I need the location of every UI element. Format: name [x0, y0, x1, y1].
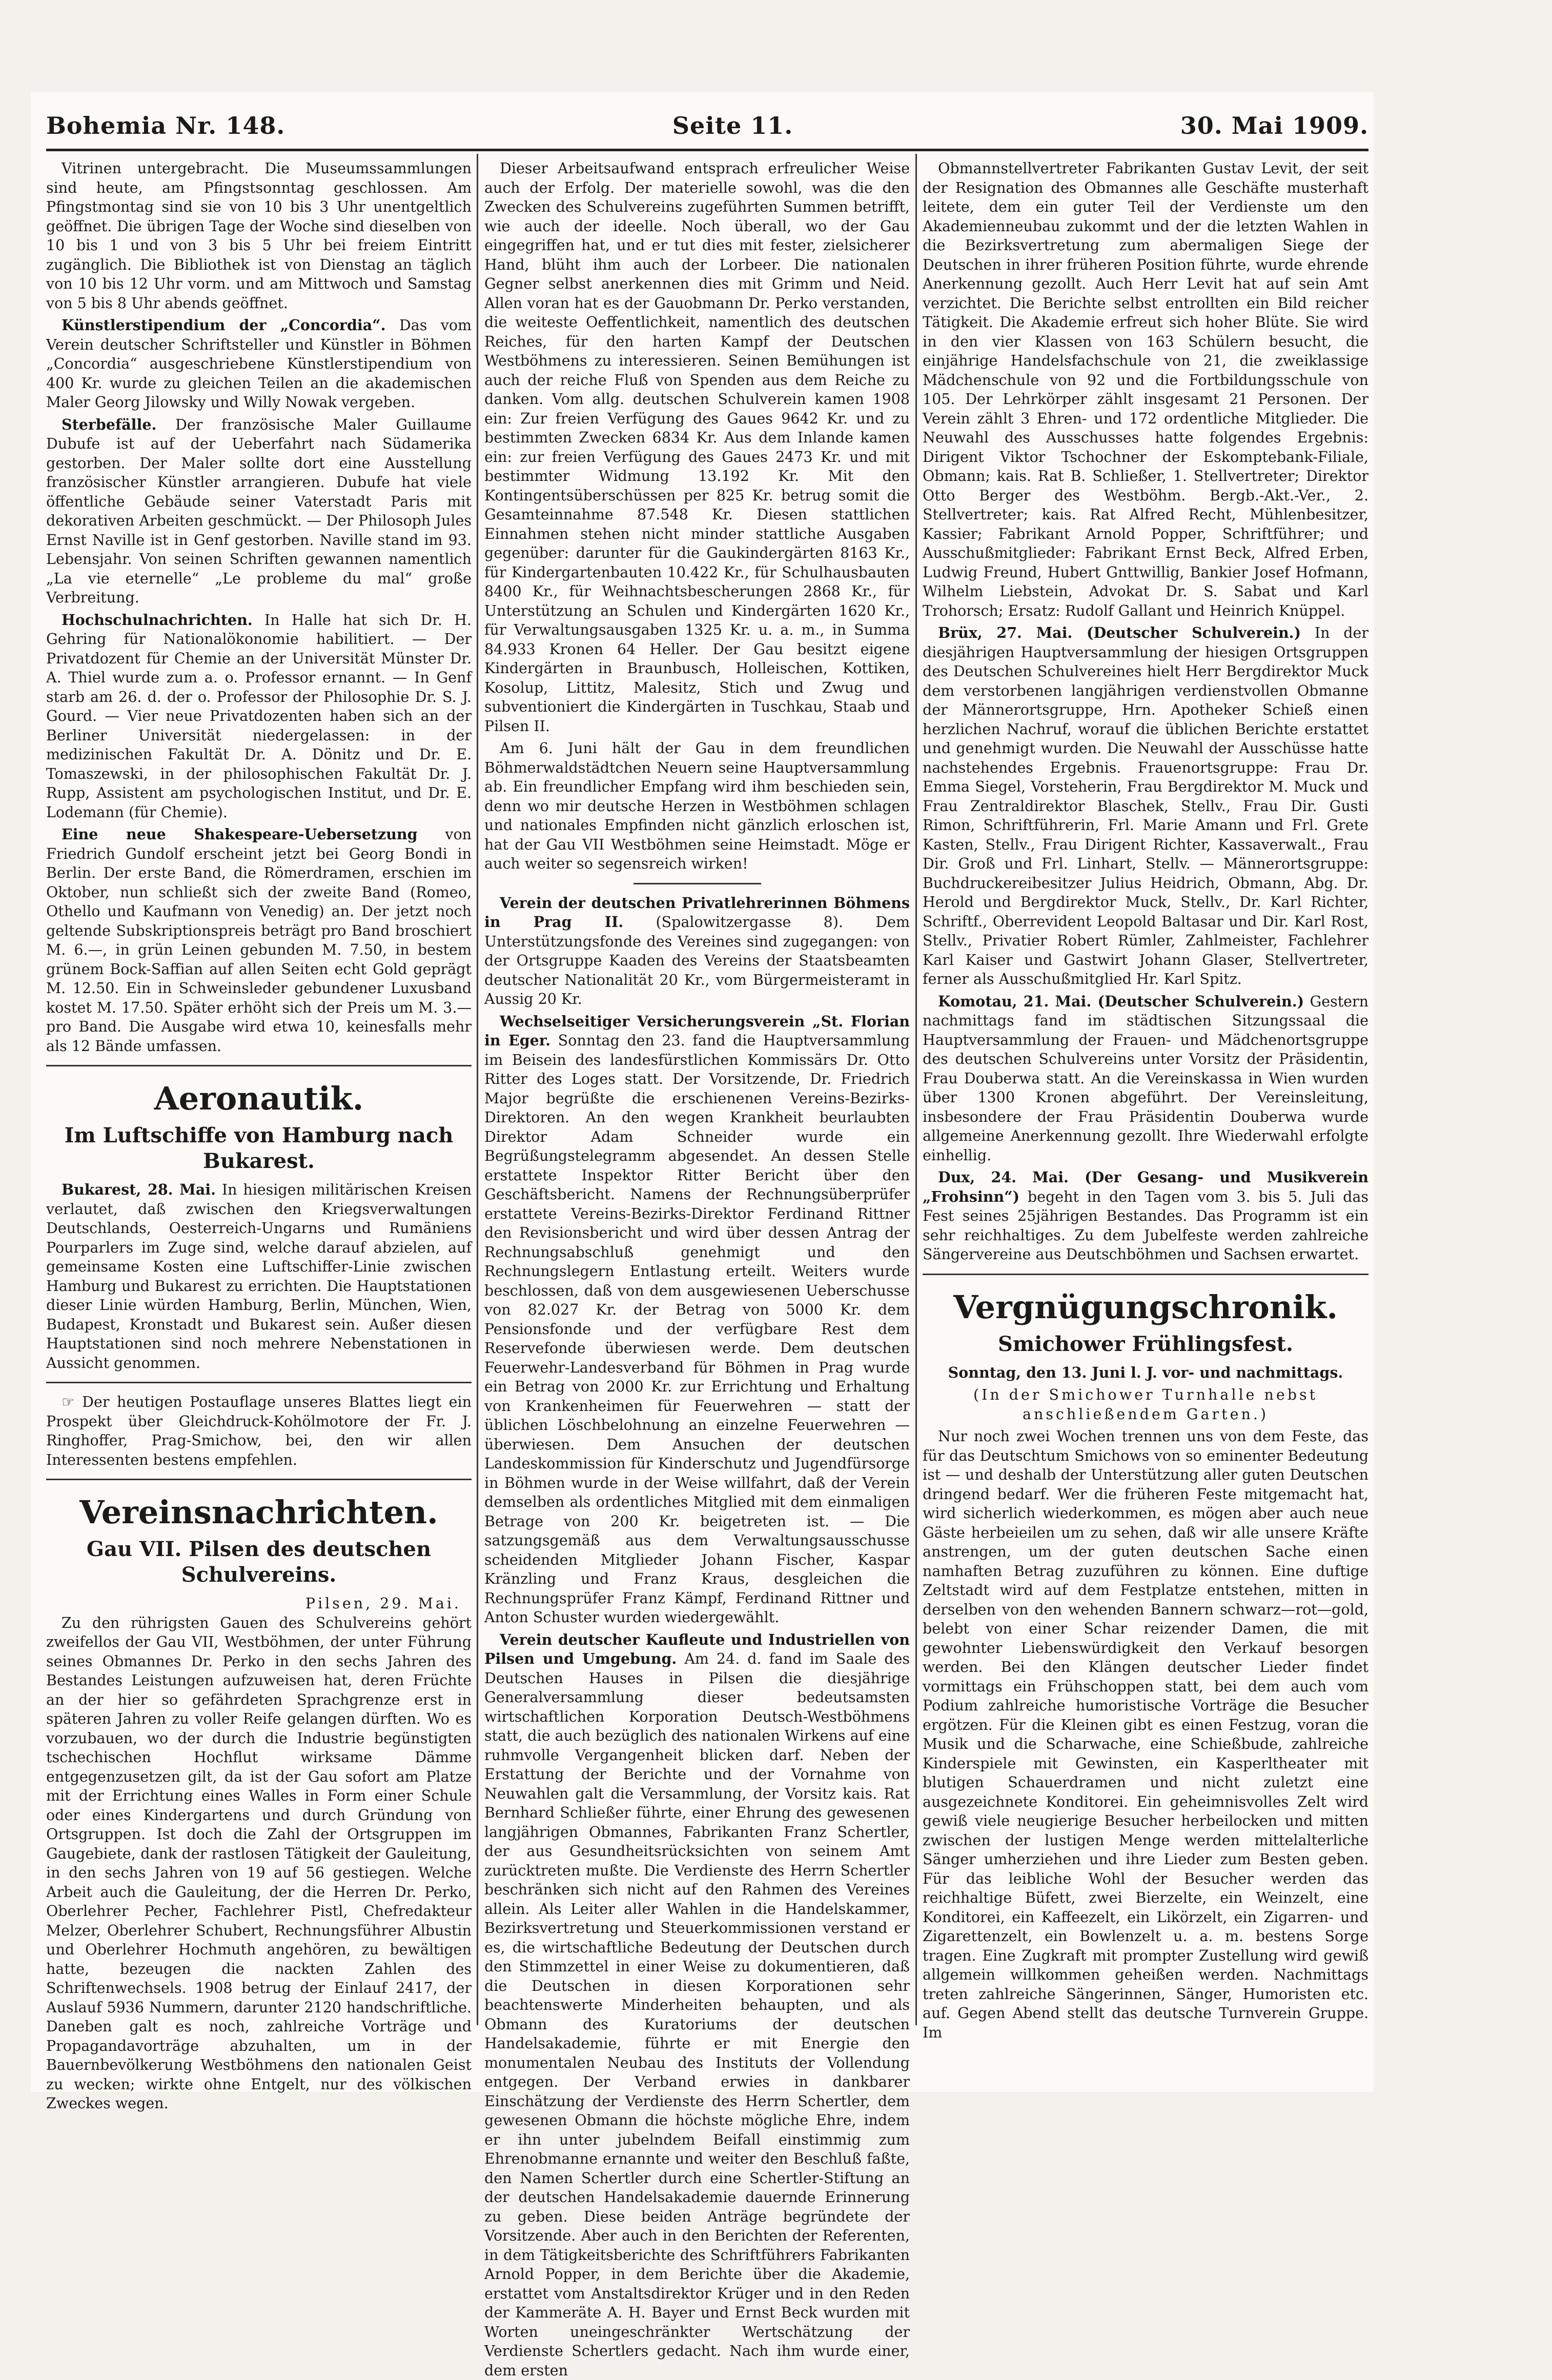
article-hochschul [46, 611, 472, 822]
article-fruehlingsfest: Nur noch zwei Wochen trennen uns von dem Feste, das für das Deutschtum Smichows von so eminenter Bedeutung ist — und deshalb der Unterstützung aller guten Deutschen dringend bedarf. Wer die früheren Feste mitgemacht hat, wird sicherlich wiederkommen, es mögen aber auch neue Gäste herbeieilen um zu sehen, daß wir alle unsere Kräfte anstrengen, um der guten deutschen Sache einen namhaften Betrag zuzuführen zu können. Eine duftige Zeltstadt wird auf dem Festplatze entstehen, mitten in derselben von den wehenden Bannern schwarz—rot—gold, belebt von einer Schar reizender Damen, die mit gewohnter Liebenswürdigkeit den Verkauf besorgen werden. Bei den Klängen deutscher Lieder findet vormittags ein Frühschoppen statt, bei dem auch vom Podium zahlreiche humoristische Vorträge die Besucher ergötzen. Für die Kleinen gibt es einen Festzug, voran die Musik und die Scharwache, eine Schießbude, zahlreiche Kinderspiele mit Gewinsten, ein Kasperltheater mit blutigen Schauerdramen und nicht zuletzt eine ausgezeichnete Konditorei. Ein geheimnisvolles Zelt wird gewiß viele neugierige Besucher herbeilocken und mitten zwischen der lustigen Menge werden mittelalterliche Sänger umherziehen und ihre Lieder zum Besten geben. Für das leibliche Wohl der Besucher werden das reichhaltige Büfett, zwei Bierzelte, ein Weinzelt, eine Konditorei, ein Kaffeezelt, ein Likörzelt, ein Zigarren- und Zigarettenzelt, ein Bowlenzelt u. a. m. bestens Sorge tragen. Eine Zugkraft mit prompter Zustellung wird gewiß allgemein willkommen geheißen werden. Nachmittags treten zahlreiche Sängerinnen, Sänger, Humoristen etc. auf. Gegen Abend stellt das deutsche Turnverein Gruppe. Im [923, 1427, 1369, 2042]
divider [46, 1065, 472, 1066]
body-bruex: In der diesjährigen Hauptversammlung der hiesigen Ortsgruppen des Deutschen Schulvereines hielt Herr Bergdirektor Muck dem verstorbenen langjährigen verdienstvollen Obmanne der Männerortsgruppe, Hrn. Apotheker Schieß einen herzlichen Nachruf, worauf die üblichen Berichte erstattet und genehmigt wurden. Die Neuwahl der Ausschüsse hatte nachstehendes Ergebnis. Frauenortsgruppe: Frau Dr. Emma Siegel, Vorsteherin, Frau Bergdirektor M. Muck und Frau Zentraldirektor Blaschek, Stellv., Frau Dir. Gusti Rimon, Schriftführerin, Frl. Marie Amann und Frl. Grete Kasten, Stellv., Frau Dirigent Richter, Kassaverwalt., Frau Dir. Groß und Frl. Linhart, Stellv. — Männerortsgruppe: Buchdruckereibesitzer Julius Heidrich, Obmann, Abg. Dr. Herold und Bergdirektor Muck, Stellv., Dr. Karl Richter, Schriftf., Oberrevident Leopold Baltasar und Dir. Karl Rost, Stellv., Privatier Robert Rümler, Zahlmeister, Fachlehrer Karl Kaiser und Gastwirt Johann Glaser, Stellvertreter, ferner als Ausschußmitglied Hr. Karl Spitz. [923, 624, 1369, 987]
section-title-aeronautik: Aeronautik. [46, 1080, 472, 1118]
column-rule-1 [477, 154, 478, 2025]
body-bukarest: In hiesigen militärischen Kreisen verlautet, daß zwischen den Kriegsverwaltungen Deutschlands, Oesterreich-Ungarns und Rumäniens Pourparlers im Zuge sind, welche darauf abzielen, auf gemeinsame Kosten eine Luftschiffer-Linie zwischen Hamburg und Bukarest zu errichten. Die Hauptstationen dieser Linie würden Hamburg, Berlin, München, Wien, Budapest, Kronstadt und Bukarest sein. Außer diesen Hauptstationen sind noch mehrere Nebenstationen in Aussicht genommen. [46, 1181, 472, 1371]
body-komotau: Gestern nachmittags fand im städtischen Sitzungssaal die Hauptversammlung der Frauen- und Mädchenortsgruppe des deutschen Schulvereins unter Vorsitz der Präsidentin, Frau Douberwa statt. An die Vereinskassa in Wien wurden über 1300 Kronen abgeführt. Der Vereinsleitung, insbesondere der Frau Präsidentin Douberwa wurde allgemeine Anerkennung gezollt. Ihre Wiederwahl erfolgte einhellig. [923, 993, 1369, 1164]
article-neuern: Am 6. Juni hält der Gau in dem freundlichen Böhmerwaldstädtchen Neuern seine Hauptversammlung ab. Ein freundlicher Empfang wird ihm beschieden sein, denn wo mir deutsche Herzen in Westböhmen schlagen und nationales Empfinden nicht gänzlich erloschen ist, hat der Gau VII Westböhmen seine Heimstadt. Möge er auch weiter so segensreich wirken! [484, 739, 910, 874]
article-sterbefaelle [46, 415, 472, 608]
headline-sterbefaelle: Sterbefälle. [62, 416, 156, 433]
issue-number: Bohemia Nr. 148. [46, 112, 285, 139]
article-bukarest [46, 1180, 472, 1373]
column-3 [923, 159, 1369, 2056]
dateline-komotau: Komotau, 21. Mai. (Deutscher Schulverein.) [938, 993, 1304, 1010]
issue-date: 30. Mai 1909. [1180, 112, 1369, 139]
headline-kaufleute: Verein deutscher Kaufleute und Industriellen von Pilsen und Umgebung. [484, 1631, 910, 1668]
headline-shakespeare: Eine neue Shakespeare-Uebersetzung [62, 825, 418, 843]
article-bruex [923, 623, 1369, 989]
notice-prospekt: ☞ Der heutigen Postauflage unseres Blattes liegt ein Prospekt über Gleichdruck-Kohölmotore der Fr. J. Ringhoffer, Prag-Smichow, bei, den wir allen Interessenten bestens empfehlen. [46, 1393, 472, 1469]
divider [923, 1274, 1369, 1275]
article-gau-continued: Dieser Arbeitsaufwand entsprach erfreulicher Weise auch der Erfolg. Der materielle sowohl, was die den Zwecken des Schulvereins zugeführten Summen betrifft, wie auch der ideelle. Noch überall, wo der Gau eingegriffen hat, und er tut dies mit fester, zielsicherer Hand, blüht ihm auch der Lorbeer. Die nationalen Gegner selbst anerkennen dies mit Grimm und Neid. Allen voran hat es der Gauobmann Dr. Perko verstanden, die weiteste Oeffentlichkeit, namentlich des deutschen Reiches, für den harten Kampf der Deutschen Westböhmens zu interessieren. Seinen Bemühungen ist auch der reiche Fluß von Spenden aus dem Reiche zu danken. Vom allg. deutschen Schulverein kamen 1908 ein: Zur freien Verfügung des Gaues 9642 Kr. und zu bestimmten Zwecken 6834 Kr. Aus dem Inlande kamen ein: zur freien Verfügung des Gaues 2473 Kr. und mit bestimmter Widmung 13.192 Kr. Mit den Kontingentsüberschüssen per 825 Kr. betrug somit die Gesamteinnahme 87.548 Kr. Diesen stattlichen Einnahmen stehen nicht minder stattliche Ausgaben gegenüber: darunter für die Gaukindergärten 8163 Kr., für Kindergartenbauten 10.422 Kr., für Schulhausbauten 8400 Kr., für Weihnachtsbescherungen 2868 Kr., für Unterstützung an Schulen und Kindergärten 1620 Kr., für Verwaltungsausgaben 1325 Kr. u. a. m., in Summa 84.933 Kronen 64 Heller. Der Gau besitzt eigene Kindergärten in Braunbusch, Holleischen, Kottiken, Kosolup, Littitz, Malesitz, Stich und Zwug und subventioniert die Kindergärten in Tuschkau, Staab und Pilsen II. [484, 159, 910, 736]
page-header [46, 103, 1369, 151]
body-kaufleute: Am 24. d. fand im Saale des Deutschen Hauses in Pilsen die diesjährige Generalversammlung dieser bedeutsamsten wirtschaftlichen Korporation Deutsch-Westböhmens statt, die auch bezüglich des nationalen Wirkens auf eine ruhmvolle Vergangenheit blicken darf. Neben der Erstattung der Berichte und der Vornahme von Neuwahlen galt die Versammlung, der Vorsitz kais. Rat Bernhard Schließer führte, einer Ehrung des gewesenen langjährigen Obmannes, Fabrikanten Franz Schertler, der aus Gesundheitsrücksichten von seinem Amt zurücktreten mußte. Die Verdienste des Herrn Schertler beschränken sich nicht auf den Rahmen des Vereines allein. Als Leiter aller Wahlen in die Handelskammer, Bezirksvertretung und Steuerkommissionen verstand er es, die wirtschaftliche Bedeutung der Deutschen durch den Stimmzettel in einer Weise zu dokumentieren, daß die Deutschen in diesen Korporationen sehr beachtenswerte Minderheiten behaupten, und als Obmann des Kuratoriums der deutschen Handelsakademie, führte er mit Energie den monumentalen Neubau des Instituts der Vollendung entgegen. Der Verband erwies in dankbarer Einschätzung der Verdienste des Herrn Schertler, dem gewesenen Obmann die höchste mögliche Ehre, indem er ihn unter jubelndem Beifall einstimmig zum Ehrenobmanne ernannte und weiter den Beschluß faßte, den Namen Schertler durch eine Schertler-Stiftung an der deutschen Handelsakademie dauernde Erinnerung zu geben. Diese beiden Anträge begründete der Vorsitzende. Aber auch in den Berichten der Referenten, in dem Tätigkeitsberichte des Schriftführers Fabrikanten Arnold Popper, in dem Berichte über die Akademie, erstattet vom Anstaltsdirektor Krüger und in den Reden der Kammeräte A. H. Bayer und Ernst Beck wurden mit Worten uneingeschränkter Wertschätzung der Verdienste Schertlers gedacht. Nach ihm wurde einer, dem ersten [484, 1650, 910, 2379]
section-title-vereinsnachrichten: Vereinsnachrichten. [46, 1494, 472, 1531]
dateline-bukarest: Bukarest, 28. Mai. [62, 1181, 216, 1198]
article-gau-vii: Zu den rührigsten Gauen des Schulvereins gehört zweifellos der Gau VII, Westböhmen, der unter Führung seines Obmannes Dr. Perko in den sechs Jahren des Bestandes Leistungen aufzuweisen hat, deren Früchte an der hier so gefährdeten Sprachgrenze erst in späteren Jahren zu voller Reife gelangen dürften. Wo es vorzubauen, wo der durch die Industrie begünstigten tschechischen Hochflut wirksame Dämme entgegenzusetzen gilt, da ist der Gau sofort am Platze mit der Errichtung eines Walles in Form einer Schule oder eines Kindergartens und durch Gründung von Ortsgruppen. Ist doch die Zahl der Ortsgruppen im Gaugebiete, dank der rastlosen Tätigkeit der Gauleitung, in den sechs Jahren von 19 auf 56 gestiegen. Welche Arbeit auch die Gauleitung, der die Herren Dr. Perko, Oberlehrer Pecher, Fachlehrer Pistl, Chefredakteur Melzer, Oberlehrer Schubert, Rechnungsführer Albustin und Oberlehrer Hochmuth angehören, zu bewältigen hatte, bezeugen die nackten Zahlen des Schriftenwechsels. 1908 betrug der Einlauf 2417, der Auslauf 5936 Nummern, darunter 2120 handschriftliche. Daneben galt es noch, zahlreiche Vorträge und Propagandavorträge abzuhalten, um in der Bauernbevölkerung Westböhmens den nationalen Geist zu wecken; wirkte ohne Entgelt, nur des völkischen Zweckes wegen. [46, 1613, 472, 2113]
article-privatlehrerinnen [484, 894, 910, 1009]
divider [46, 1382, 472, 1383]
body-concordia: Das vom Verein deutscher Schriftsteller und Künstler in Böhmen „Concordia“ ausgeschriebene Künstlerstipendium von 400 Kr. wurde zu gleichen Teilen an die akademischen Maler Georg Jilowsky und Willy Nowak vergeben. [46, 317, 472, 411]
article-kaufleute-continued: Obmannstellvertreter Fabrikanten Gustav Levit, der seit der Resignation des Obmannes alle Geschäfte musterhaft leitete, dem ein guter Teil der Verdienste um den Akademienneubau zukommt und der die letzten Wahlen in die Bezirksvertretung zum abermaligen Siege der Deutschen in ihrer früheren Position führte, wurde ehrende Anerkennung gezollt. Auch Herr Levit hat auf sein Amt verzichtet. Die Berichte selbst entrollten ein Bild reicher Tätigkeit. Die Akademie erfreut sich hoher Blüte. Sie wird in den vier Klassen von 163 Schülern besucht, die einjährige Handelsfachschule von 21, die zweiklassige Mädchenschule von 92 und die Fortbildungsschule von 105. Der Lehrkörper zählt insgesamt 21 Personen. Der Verein zählt 3 Ehren- und 172 ordentliche Mitglieder. Die Neuwahl des Ausschusses hatte folgendes Ergebnis: Dirigent Viktor Tschochner der Eskomptebank-Filiale, Obmann; kais. Rat B. Schließer, 1. Stellvertreter; Direktor Otto Berger des Westböhm. Bergb.-Akt.-Ver., 2. Stellvertreter; kais. Rat Alfred Recht, Mühlenbesitzer, Kassier; Fabrikant Arnold Popper, Schriftführer; und Ausschußmitglieder: Fabrikant Ernst Beck, Alfred Erben, Ludwig Freund, Hubert Gnttwillig, Bankier Josef Hofmann, Wilhelm Liebstein, Advokat Dr. S. Sabat und Karl Trohorsch; Ersatz: Rudolf Gallant und Heinrich Knüppel. [923, 159, 1369, 620]
headline-concordia: Künstlerstipendium der „Concordia“. [62, 316, 386, 334]
headline-hochschul: Hochschulnachrichten. [62, 611, 253, 629]
article-dux [923, 1168, 1369, 1264]
event-date: Sonntag, den 13. Juni l. J. vor- und nachmittags. [923, 1363, 1369, 1383]
body-hochschul: In Halle hat sich Dr. H. Gehring für Nationalökonomie habilitiert. — Der Privatdozent für Chemie an der Universität Münster Dr. A. Thiel wurde zum a. o. Professor ernannt. — In Genf starb am 26. d. der o. Professor der Philosophie Dr. S. J. Gourd. — Vier neue Privatdozenten haben sich an der Berliner Universität niedergelassen: in der medizinischen Fakultät Dr. A. Dönitz und Dr. E. Tomaszewski, in der philosophischen Fakultät Dr. J. Rupp, Assistent am psychologischen Institut, und Dr. E. Lodemann (für Chemie). [46, 612, 472, 821]
article-shakespeare [46, 825, 472, 1056]
event-place: (In der Smichower Turnhalle nebst anschließendem Garten.) [923, 1385, 1369, 1424]
subtitle-fruehlingsfest: Smichower Frühlingsfest. [923, 1332, 1369, 1357]
dateline-pilsen: Pilsen, 29. Mai. [46, 1594, 461, 1613]
page-number: Seite 11. [672, 112, 793, 139]
subtitle-gau-vii: Gau VII. Pilsen des deutschen Schulvereins. [46, 1537, 472, 1588]
column-rule-2 [915, 154, 917, 2025]
article-museum: Vitrinen untergebracht. Die Museumssammlungen sind heute, am Pfingstsonntag geschlossen. Am Pfingstmontag sind sie von 10 bis 3 Uhr unentgeltlich geöffnet. Die übrigen Tage der Woche sind dieselben von 10 bis 1 und von 3 bis 5 Uhr bei freiem Eintritt zugänglich. Die Bibliothek ist von Dienstag an täglich von 10 bis 12 Uhr vorm. und am Mittwoch und Samstag von 5 bis 8 Uhr abends geöffnet. [46, 159, 472, 313]
column-1 [46, 159, 472, 2056]
headline-privatlehrerinnen: Verein der deutschen Privatlehrerinnen Böhmens in Prag II. [484, 894, 910, 931]
column-2 [484, 159, 910, 2056]
body-sterbefaelle: Der französische Maler Guillaume Dubufe ist auf der Ueberfahrt nach Südamerika gestorben. Der Maler sollte dort eine Ausstellung französischer Künstler arrangieren. Dubufe hat viele öffentliche Gebäude seiner Vaterstadt Paris mit dekorativen Arbeiten geschmückt. — Der Philosoph Jules Ernst Naville ist in Genf gestorben. Naville stand im 93. Lebensjahr. Von seinen Schriften gewannen namentlich „La vie eternelle“ „Le probleme du mal“ große Verbreitung. [46, 416, 472, 607]
body-dux: begeht in den Tagen vom 3. bis 5. Juli das Fest seines 25jährigen Bestandes. Das Programm ist ein sehr reichhaltiges. Zu dem Jubelfeste werden zahlreiche Sängervereine aus Deutschböhmen und Sachsen erwartet. [923, 1188, 1369, 1263]
divider [634, 883, 761, 884]
body-versicherungsverein: Sonntag den 23. fand die Hauptversammlung im Beisein des landesfürstlichen Kommissärs Dr. Otto Ritter des Loges statt. Der Vorsitzende, Dr. Friedrich Major begrüßte die erschienenen Vereins-Bezirks-Direktoren. An den wegen Krankheit beurlaubten Direktor Adam Schneider wurde ein Begrüßungstelegramm abgesendet. An dessen Stelle erstattete Inspektor Ritter Bericht über den Geschäftsbericht. Namens der Rechnungsüberprüfer erstattete Vereins-Bezirks-Direktor Ferdinand Rittner den Revisionsbericht und wird über dessen Antrag der Rechnungsabschluß genehmigt und den Rechnungslegern Entlastung erteilt. Weiters wurde beschlossen, daß von dem ausgewiesenen Ueberschusse von 82.027 Kr. der Betrag von 5000 Kr. dem Pensionsfonde und der verfügbare Rest dem Reservefonde überwiesen werde. Dem deutschen Feuerwehr-Landesverband für Böhmen in Prag wurde ein Betrag von 2000 Kr. zur Errichtung und Erhaltung von Krankenheimen für Feuerwehren — statt der üblichen Löschbelohnung an einzelne Feuerwehren — überwiesen. Dem Ansuchen der deutschen Landeskommission für Kinderschutz und Jugendfürsorge in Böhmen wurde in der Weise willfahrt, daß der Verein demselben als ordentliches Mitglied mit dem einmaligen Betrage von 200 Kr. beigetreten ist. — Die satzungsgemäß aus dem Verwaltungsausschusse scheidenden Mitglieder Johann Fischer, Kaspar Kränzling und Franz Kraus, desgleichen die Rechnungsprüfer Franz Kämpf, Ferdinand Rittner und Anton Schuster wurden wiedergewählt. [484, 1032, 910, 1626]
article-concordia [46, 316, 472, 412]
headline-versicherungsverein: Wechselseitiger Versicherungsverein „St. Florian in Eger. [484, 1013, 910, 1050]
article-versicherungsverein [484, 1012, 910, 1627]
body-privatlehrerinnen: (Spalowitzergasse 8). Dem Unterstützungsfonde des Vereines sind zugegangen: von der Ortsgruppe Kaaden des Vereins der Staatsbeamten deutscher Nationalität 20 Kr., vom Bürgermeisteramt in Aussig 20 Kr. [484, 914, 910, 1007]
body-shakespeare: von Friedrich Gundolf erscheint jetzt bei Georg Bondi in Berlin. Der erste Band, die Römerdramen, erschien im Oktober, nun schließt sich der zweite Band (Romeo, Othello und Kaufmann von Venedig) an. Der jetzt noch geltende Subskriptionspreis beträgt pro Band broschiert M. 6.—, in grün Leinen gebunden M. 7.50, in bestem grünem Bock-Saffian auf allen Seiten echt Gold geprägt M. 12.50. Ein in Schweinsleder gebundener Luxusband kostet M. 17.50. Später erhöht sich der Preis um M. 3.— pro Band. Die Ausgabe wird etwa 10, keinesfalls mehr als 12 Bände umfassen. [46, 826, 472, 1055]
article-komotau [923, 992, 1369, 1165]
article-kaufleute [484, 1630, 910, 2380]
section-title-vergnuegungschronik: Vergnügungschronik. [923, 1288, 1369, 1326]
subtitle-luftschiff: Im Luftschiffe von Hamburg nach Bukarest. [46, 1123, 472, 1174]
divider [46, 1479, 472, 1480]
dateline-dux: Dux, 24. Mai. (Der Gesang- und Musikverein „Frohsinn“) [923, 1168, 1369, 1205]
dateline-bruex: Brüx, 27. Mai. (Deutscher Schulverein.) [938, 624, 1301, 641]
